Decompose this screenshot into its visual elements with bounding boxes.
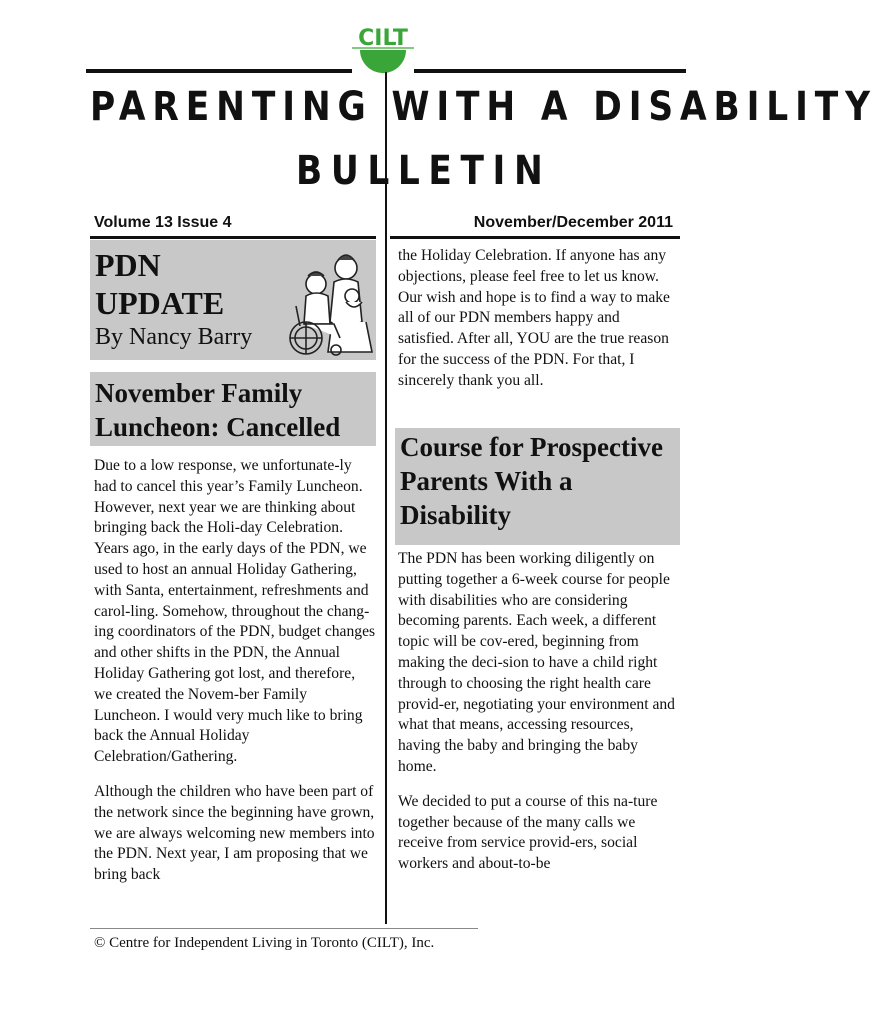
course-paragraph-2: We decided to put a course of this na-ture together because of the many calls we receive from service provid-ers, social workers and about-to-be bbox=[398, 792, 658, 873]
course-body bbox=[398, 549, 678, 889]
top-rule-left bbox=[86, 69, 352, 73]
byline: By Nancy Barry bbox=[95, 324, 253, 350]
issue-volume: Volume 13 Issue 4 bbox=[94, 214, 232, 231]
family-wheelchair-illustration bbox=[286, 246, 372, 358]
top-rule-right bbox=[414, 69, 686, 73]
footer-rule bbox=[90, 928, 478, 929]
luncheon-heading-line2: Luncheon: Cancelled bbox=[95, 412, 341, 442]
left-column-body bbox=[94, 456, 376, 900]
column-divider bbox=[385, 72, 387, 924]
course-heading-line2: Parents With a bbox=[400, 466, 573, 496]
luncheon-continued: the Holiday Celebration. If anyone has any objections, please feel free to let us know. Our wish and hope is to find a way to make all of our PDN members happy and satisfied. After all, YOU are the true reason for the success of the PDN. For that, I sincerely thank you all. bbox=[398, 247, 670, 389]
pdn-update-title-line2: UPDATE bbox=[95, 285, 225, 321]
meta-rule-right bbox=[390, 236, 680, 239]
pdn-update-title-line1: PDN bbox=[95, 247, 161, 283]
course-heading-line3: Disability bbox=[400, 500, 512, 530]
luncheon-paragraph-1: Due to a low response, we unfortunate-ly had to cancel this year’s Family Luncheon. However, next year we are thinking about bringing back the Holi-day Celebration. Years ago, in the early days of the PDN, we used to host an annual Holiday Gathering, with Santa, entertainment, refreshments and carol-ling. Somehow, throughout the chang-ing coordinators of the PDN, budget changes and other shifts in the PDN, the Annual Holiday Gathering got lost, and therefore, we created the Novem-ber Family Luncheon. I would very much like to bring back the Annual Holiday Celebration/Gathering. bbox=[94, 457, 376, 766]
footer-copyright: © Centre for Independent Living in Toronto (CILT), Inc. bbox=[94, 935, 435, 951]
luncheon-paragraph-2: Although the children who have been part of the network since the beginning have grown, we are always welcoming new members into the PDN. Next year, I am proposing that we bring back bbox=[94, 782, 375, 884]
luncheon-heading-line1: November Family bbox=[95, 378, 303, 408]
logo-text: CILT bbox=[358, 26, 408, 51]
masthead-subtitle: BULLETIN bbox=[296, 148, 552, 194]
cilt-logo bbox=[352, 14, 414, 84]
course-heading-line1: Course for Prospective bbox=[400, 432, 663, 462]
issue-date: November/December 2011 bbox=[473, 214, 673, 231]
course-paragraph-1: The PDN has been working diligently on putting together a 6-week course for people with disabilities who are considering becoming parents. Each week, a different topic will be cov-ered, beginning from making the deci-sion to have a child right through to choosing the right health care provid-er, negotiating your environment and what that means, accessing resources, having the baby and bringing the baby home. bbox=[398, 550, 675, 775]
masthead-title: PARENTING WITH A DISABILITY bbox=[90, 84, 877, 130]
meta-rule-left bbox=[90, 236, 376, 239]
